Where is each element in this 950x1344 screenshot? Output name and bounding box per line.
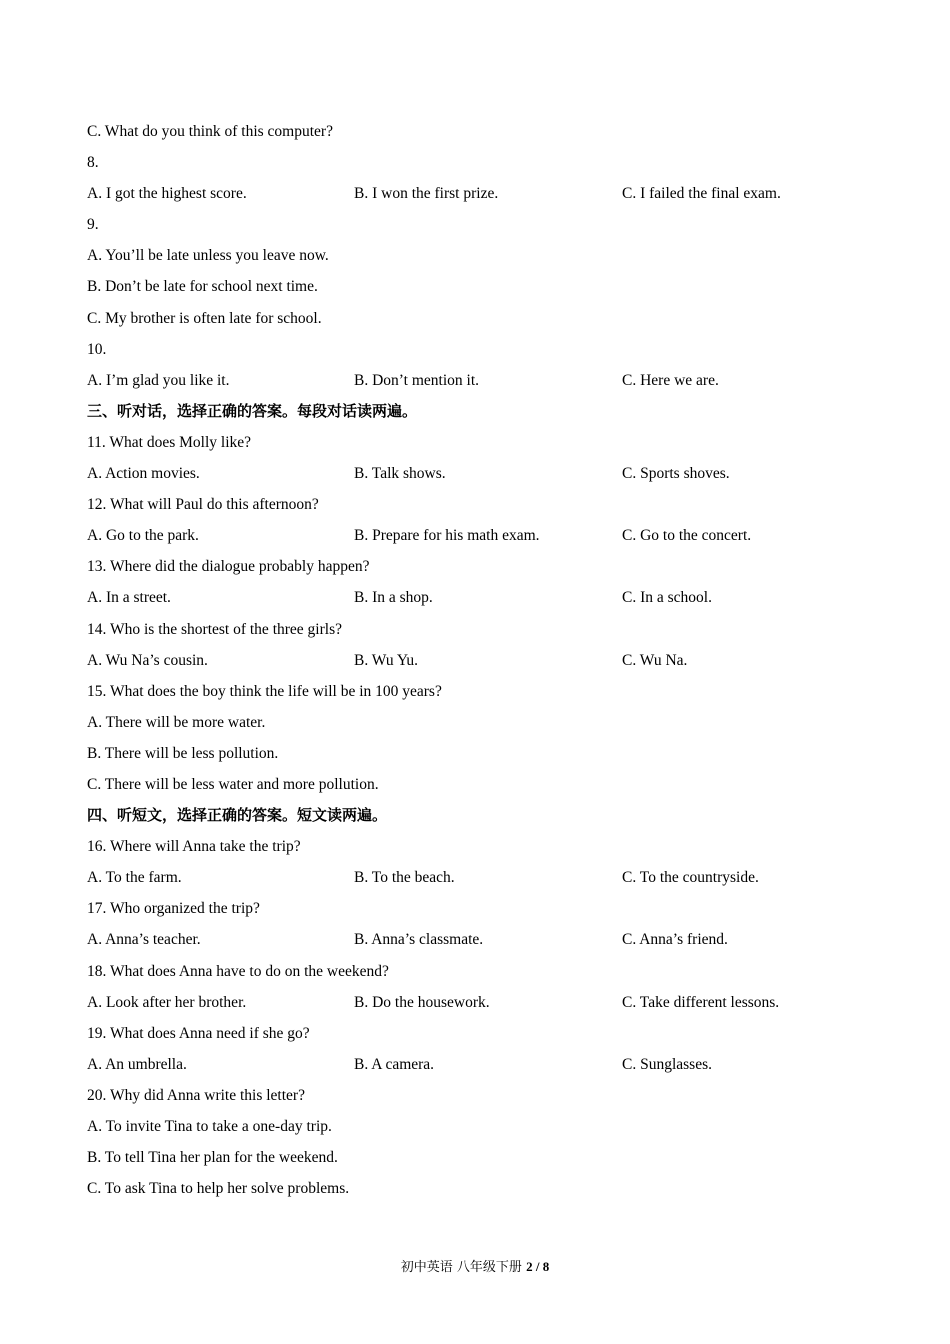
text-line: C. My brother is often late for school. [87,309,322,327]
option-row [87,458,887,489]
text-line: C. To ask Tina to help her solve problems. [87,1180,350,1198]
section-heading: 四、听短文，选择正确的答案。短文读两遍。 [87,806,388,825]
option-c: C. Sunglasses. [622,1055,712,1073]
option-a: A. Go to the park. [87,527,199,545]
text-line: 8. [87,154,99,172]
text-line: 9. [87,216,99,234]
option-b: B. Anna’s classmate. [354,931,484,949]
option-b: B. To the beach. [354,869,455,887]
option-c: C. To the countryside. [622,869,759,887]
option-b: B. I won the first prize. [354,185,499,203]
text-line: B. To tell Tina her plan for the weekend. [87,1149,338,1167]
option-c: C. Sports shoves. [622,465,730,483]
option-c: C. I failed the final exam. [622,185,781,203]
text-line: 17. Who organized the trip? [87,900,260,918]
option-a: A. To the farm. [87,869,182,887]
text-line: C. There will be less water and more pollution. [87,775,379,793]
option-a: A. Anna’s teacher. [87,931,201,949]
option-c: C. Wu Na. [622,651,688,669]
option-b: B. Wu Yu. [354,651,418,669]
option-a: A. I got the highest score. [87,185,247,203]
option-a: A. Action movies. [87,465,200,483]
text-line: B. Don’t be late for school next time. [87,278,318,296]
option-b: B. Talk shows. [354,465,446,483]
section-heading: 三、听对话，选择正确的答案。每段对话读两遍。 [87,401,418,420]
text-line: 12. What will Paul do this afternoon? [87,496,319,514]
option-b: B. Don’t mention it. [354,371,480,389]
option-row [87,520,887,551]
page-number: 2 [526,1259,533,1274]
page-total: 8 [542,1259,550,1274]
text-line: 14. Who is the shortest of the three girls? [87,620,342,638]
page-separator: / [532,1259,543,1274]
option-c: C. Here we are. [622,371,719,389]
text-line: 16. Where will Anna take the trip? [87,838,301,856]
text-line: 19. What does Anna need if she go? [87,1024,310,1042]
page-footer [0,1256,950,1275]
text-line: 15. What does the boy think the life will be in 100 years? [87,682,442,700]
option-row [87,178,887,209]
option-b: B. A camera. [354,1055,435,1073]
option-row [87,365,887,396]
option-c: C. Take different lessons. [622,993,780,1011]
option-row [87,987,887,1018]
text-line: 10. [87,340,107,358]
option-b: B. Prepare for his math exam. [354,527,540,545]
text-line: 20. Why did Anna write this letter? [87,1086,305,1104]
text-line: A. You’ll be late unless you leave now. [87,247,329,265]
option-b: B. In a shop. [354,589,433,607]
option-a: A. In a street. [87,589,171,607]
text-line: 11. What does Molly like? [87,433,252,451]
option-a: A. I’m glad you like it. [87,371,230,389]
text-line: 18. What does Anna have to do on the weekend? [87,962,389,980]
option-b: B. Do the housework. [354,993,490,1011]
option-row [87,862,887,893]
document-body [87,116,887,1204]
option-a: A. An umbrella. [87,1055,187,1073]
option-row [87,645,887,676]
option-a: A. Wu Na’s cousin. [87,651,208,669]
option-row [87,1049,887,1080]
footer-label: 初中英语 八年级下册 [400,1260,522,1275]
option-a: A. Look after her brother. [87,993,247,1011]
text-line: A. There will be more water. [87,713,266,731]
option-row [87,582,887,613]
text-line: B. There will be less pollution. [87,744,279,762]
text-line: 13. Where did the dialogue probably happen? [87,558,370,576]
text-line: A. To invite Tina to take a one-day trip. [87,1118,332,1135]
option-c: C. In a school. [622,589,712,607]
option-c: C. Go to the concert. [622,527,752,545]
option-c: C. Anna’s friend. [622,931,728,949]
option-row [87,924,887,955]
text-line: C. What do you think of this computer? [87,123,333,140]
